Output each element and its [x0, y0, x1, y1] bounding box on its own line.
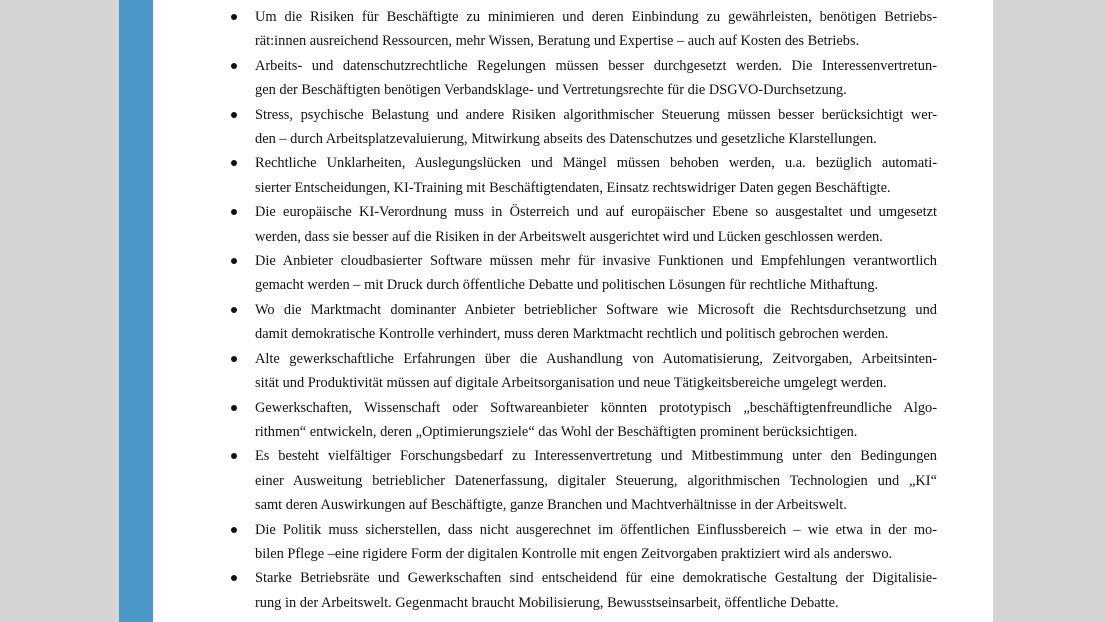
text-line: Stress, psychische Belastung und andere Risiken algorithmischer Steuerung müssen besser berücksichtigt wer- [255, 106, 937, 123]
bullet-icon [231, 112, 237, 118]
bullet-icon [231, 405, 237, 411]
list-item [231, 396, 937, 445]
text-line: gemacht werden – mit Druck durch öffentliche Debatte und politischen Lösungen für rechtliche Mithaftung. [255, 277, 879, 294]
bullet-text [255, 249, 937, 298]
text-line: rät:innen ausreichend Ressourcen, mehr Wissen, Beratung und Expertise – auch auf Kosten des Betriebs. [255, 33, 860, 50]
text-line: werden, dass sie besser auf die Risiken in der Arbeitswelt ausgerichtet wird und Lücken geschlossen werden. [255, 228, 883, 245]
list-item [231, 5, 937, 54]
list-item [231, 347, 937, 396]
list-item [231, 518, 937, 567]
bullet-icon [231, 209, 237, 215]
bullet-icon [231, 527, 237, 533]
bullet-text [255, 298, 937, 347]
bullet-text [255, 444, 937, 517]
text-line: rung in der Arbeitswelt. Gegenmacht braucht Mobilisierung, Bewusstseinsarbeit, öffentliche Debatte. [255, 594, 839, 611]
bullet-icon [231, 14, 237, 20]
text-line: samt deren Auswirkungen auf Beschäftigte, ganze Branchen und Machtverhältnisse in der Arbeitswelt. [255, 497, 847, 514]
list-item [231, 566, 937, 615]
text-line: Rechtliche Unklarheiten, Auslegungslücken und Mängel müssen behoben werden, u.a. bezüglich automati- [255, 155, 937, 172]
text-line: Starke Betriebsräte und Gewerkschaften sind entscheidend für eine demokratische Gestaltung der Digitalisie- [255, 570, 937, 587]
bullet-text [255, 151, 937, 200]
text-line: Die Anbieter cloudbasierter Software müssen mehr für invasive Funktionen und Empfehlungen verantwortlich [255, 253, 937, 270]
text-line: Alte gewerkschaftliche Erfahrungen über die Aushandlung von Automatisierung, Zeitvorgaben, Arbeitsinten- [255, 350, 937, 367]
list-item [231, 151, 937, 200]
text-line: den – durch Arbeitsplatzevaluierung, Mitwirkung abseits des Datenschutzes und gesetzliche Klarstellungen. [255, 131, 877, 148]
list-item [231, 298, 937, 347]
bullet-icon [231, 575, 237, 581]
text-line: gen der Beschäftigten benötigen Verbandsklage- und Vertretungsrechte für die DSGVO-Durchsetzung. [255, 82, 847, 99]
bullet-text [255, 5, 937, 54]
text-line: einer Ausweitung betrieblicher Datenerfassung, digitaler Steuerung, algorithmischen Technologien und „KI“ [255, 472, 937, 489]
accent-bar [119, 0, 153, 622]
text-line: sität und Produktivität müssen auf digitale Arbeitsorganisation und neue Tätigkeitsbereiche umgelegt werden. [255, 375, 887, 392]
bullet-text [255, 200, 937, 249]
list-item [231, 249, 937, 298]
bullet-icon [231, 258, 237, 264]
text-line: Die Politik muss sicherstellen, dass nicht ausgerechnet im öffentlichen Einflussbereich – wie etwa in der mo- [255, 521, 937, 538]
bullet-icon [231, 356, 237, 362]
list-item [231, 54, 937, 103]
text-line: Arbeits- und datenschutzrechtliche Regelungen müssen besser durchgesetzt werden. Die Interessenvertretun- [255, 57, 937, 74]
text-line: bilen Pflege –eine rigidere Form der digitalen Kontrolle mit engen Zeitvorgaben praktiziert wird als anderswo. [255, 545, 893, 562]
bullet-text [255, 566, 937, 615]
text-line: Gewerkschaften, Wissenschaft oder Softwareanbieter könnten prototypisch „beschäftigtenfreundliche Algo- [255, 399, 937, 416]
text-line: damit demokratische Kontrolle verhindert, muss deren Marktmacht rechtlich und politisch gebrochen werden. [255, 326, 889, 343]
bullet-text [255, 103, 937, 152]
text-line: Wo die Marktmacht dominanter Anbieter betrieblicher Software wie Microsoft die Rechtsdurchsetzung und [255, 301, 937, 318]
text-line: sierter Entscheidungen, KI-Training mit Beschäftigtendaten, Einsatz rechtswidriger Daten gegen Beschäftigte. [255, 179, 891, 196]
list-item [231, 444, 937, 517]
bullet-list [231, 5, 937, 615]
list-item [231, 200, 937, 249]
bullet-icon [231, 160, 237, 166]
bullet-icon [231, 453, 237, 459]
bullet-text [255, 54, 937, 103]
list-item [231, 103, 937, 152]
bullet-text [255, 518, 937, 567]
bullet-icon [231, 307, 237, 313]
text-line: Es besteht vielfältiger Forschungsbedarf zu Interessenvertretung und Mitbestimmung unter den Bedingungen [255, 448, 937, 465]
text-line: Die europäische KI-Verordnung muss in Österreich und auf europäischer Ebene so ausgestaltet und umgesetzt [255, 204, 937, 221]
text-line: Um die Risiken für Beschäftigte zu minimieren und deren Einbindung zu gewährleisten, benötigen Betriebs- [255, 9, 937, 25]
bullet-text [255, 396, 937, 445]
text-line: rithmen“ entwickeln, deren „Optimierungsziele“ das Wohl der Beschäftigten prominent berücksichtigen. [255, 423, 858, 440]
document-page [119, 0, 993, 622]
bullet-text [255, 347, 937, 396]
bullet-icon [231, 63, 237, 69]
